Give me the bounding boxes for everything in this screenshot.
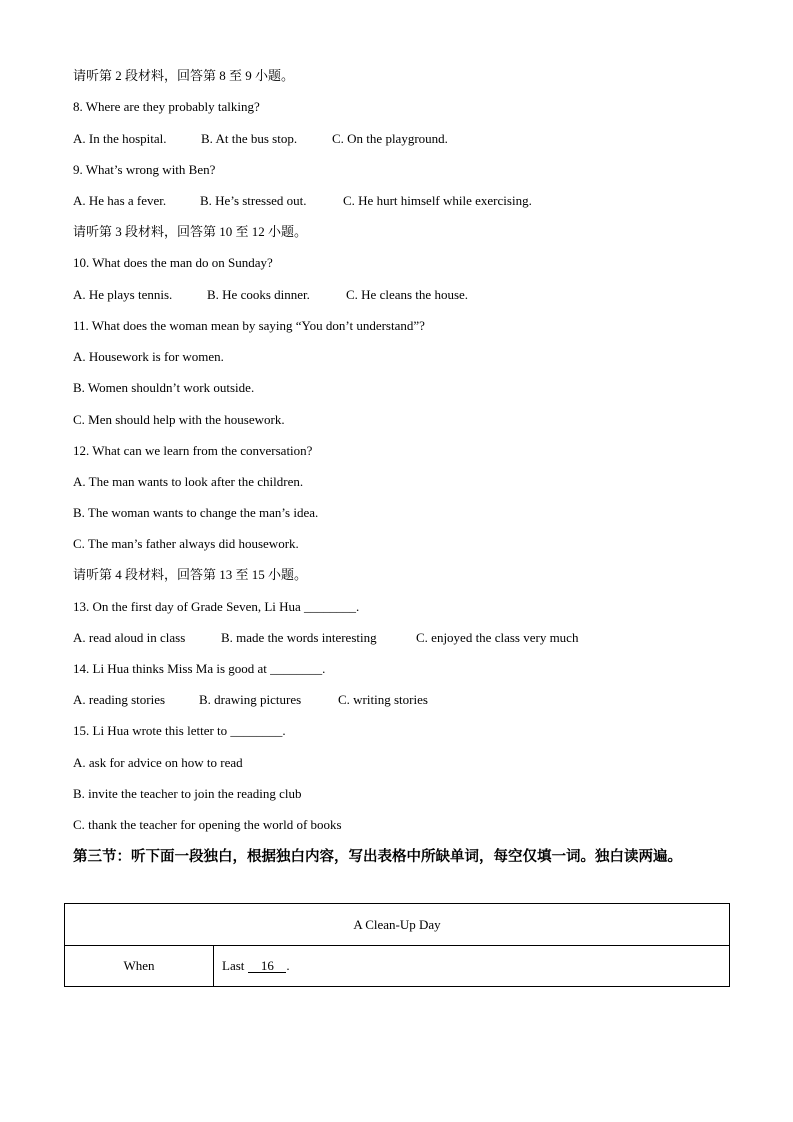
- table-row: [65, 946, 730, 987]
- question-13-stem: 13. On the first day of Grade Seven, Li Hua ________.: [73, 599, 360, 614]
- question-11-option-b: B. Women shouldn’t work outside.: [73, 380, 255, 395]
- question-11-option-c: C. Men should help with the housework.: [73, 412, 285, 427]
- blank-16: 16: [248, 959, 286, 973]
- option-a: A. reading stories: [73, 692, 166, 707]
- question-14-stem: 14. Li Hua thinks Miss Ma is good at ________.: [73, 661, 326, 676]
- option-b: B. At the bus stop.: [201, 131, 298, 146]
- fill-in-table: [64, 903, 730, 987]
- option-a: A. He has a fever.: [73, 193, 167, 208]
- section-2-instruction: 请听第 2 段材料，回答第 8 至 9 小题。: [73, 68, 295, 83]
- section-3-instruction: 请听第 3 段材料，回答第 10 至 12 小题。: [73, 224, 308, 239]
- option-a: A. In the hospital.: [73, 131, 167, 146]
- option-b: B. He’s stressed out.: [200, 193, 307, 208]
- row-prefix: Last: [222, 958, 245, 973]
- question-9-stem: 9. What’s wrong with Ben?: [73, 162, 216, 177]
- option-b: B. He cooks dinner.: [207, 287, 310, 302]
- part-3-heading: 第三节：听下面一段独白，根据独白内容，写出表格中所缺单词，每空仅填一词。独白读两遍。: [73, 849, 682, 865]
- option-c: C. On the playground.: [332, 131, 448, 146]
- question-10-stem: 10. What does the man do on Sunday?: [73, 255, 273, 270]
- row-value-when: [214, 946, 730, 987]
- option-b: B. drawing pictures: [199, 692, 302, 707]
- row-label-when: When: [65, 946, 214, 987]
- option-c: C. writing stories: [338, 692, 428, 707]
- option-b: B. made the words interesting: [221, 630, 377, 645]
- question-15-option-a: A. ask for advice on how to read: [73, 755, 243, 770]
- question-13-options: [73, 630, 578, 646]
- question-12-option-a: A. The man wants to look after the children.: [73, 474, 304, 489]
- question-9-options: [73, 193, 532, 209]
- question-12-stem: 12. What can we learn from the conversation?: [73, 443, 313, 458]
- question-15-option-b: B. invite the teacher to join the reading club: [73, 786, 302, 801]
- question-11-option-a: A. Housework is for women.: [73, 349, 224, 364]
- question-10-options: [73, 287, 468, 303]
- question-15-stem: 15. Li Hua wrote this letter to ________.: [73, 723, 286, 738]
- question-8-stem: 8. Where are they probably talking?: [73, 99, 260, 114]
- table-title: A Clean-Up Day: [65, 904, 730, 946]
- option-a: A. He plays tennis.: [73, 287, 173, 302]
- option-c: C. enjoyed the class very much: [416, 630, 579, 645]
- question-12-option-c: C. The man’s father always did housework.: [73, 536, 299, 551]
- option-c: C. He hurt himself while exercising.: [343, 193, 532, 208]
- option-c: C. He cleans the house.: [346, 287, 469, 302]
- row-suffix: .: [286, 958, 290, 973]
- question-14-options: [73, 692, 428, 708]
- section-4-instruction: 请听第 4 段材料，回答第 13 至 15 小题。: [73, 567, 308, 582]
- question-15-option-c: C. thank the teacher for opening the world of books: [73, 817, 342, 832]
- option-a: A. read aloud in class: [73, 630, 186, 645]
- question-8-options: [73, 131, 448, 147]
- question-12-option-b: B. The woman wants to change the man’s idea.: [73, 505, 319, 520]
- question-11-stem: 11. What does the woman mean by saying “You don’t understand”?: [73, 318, 425, 333]
